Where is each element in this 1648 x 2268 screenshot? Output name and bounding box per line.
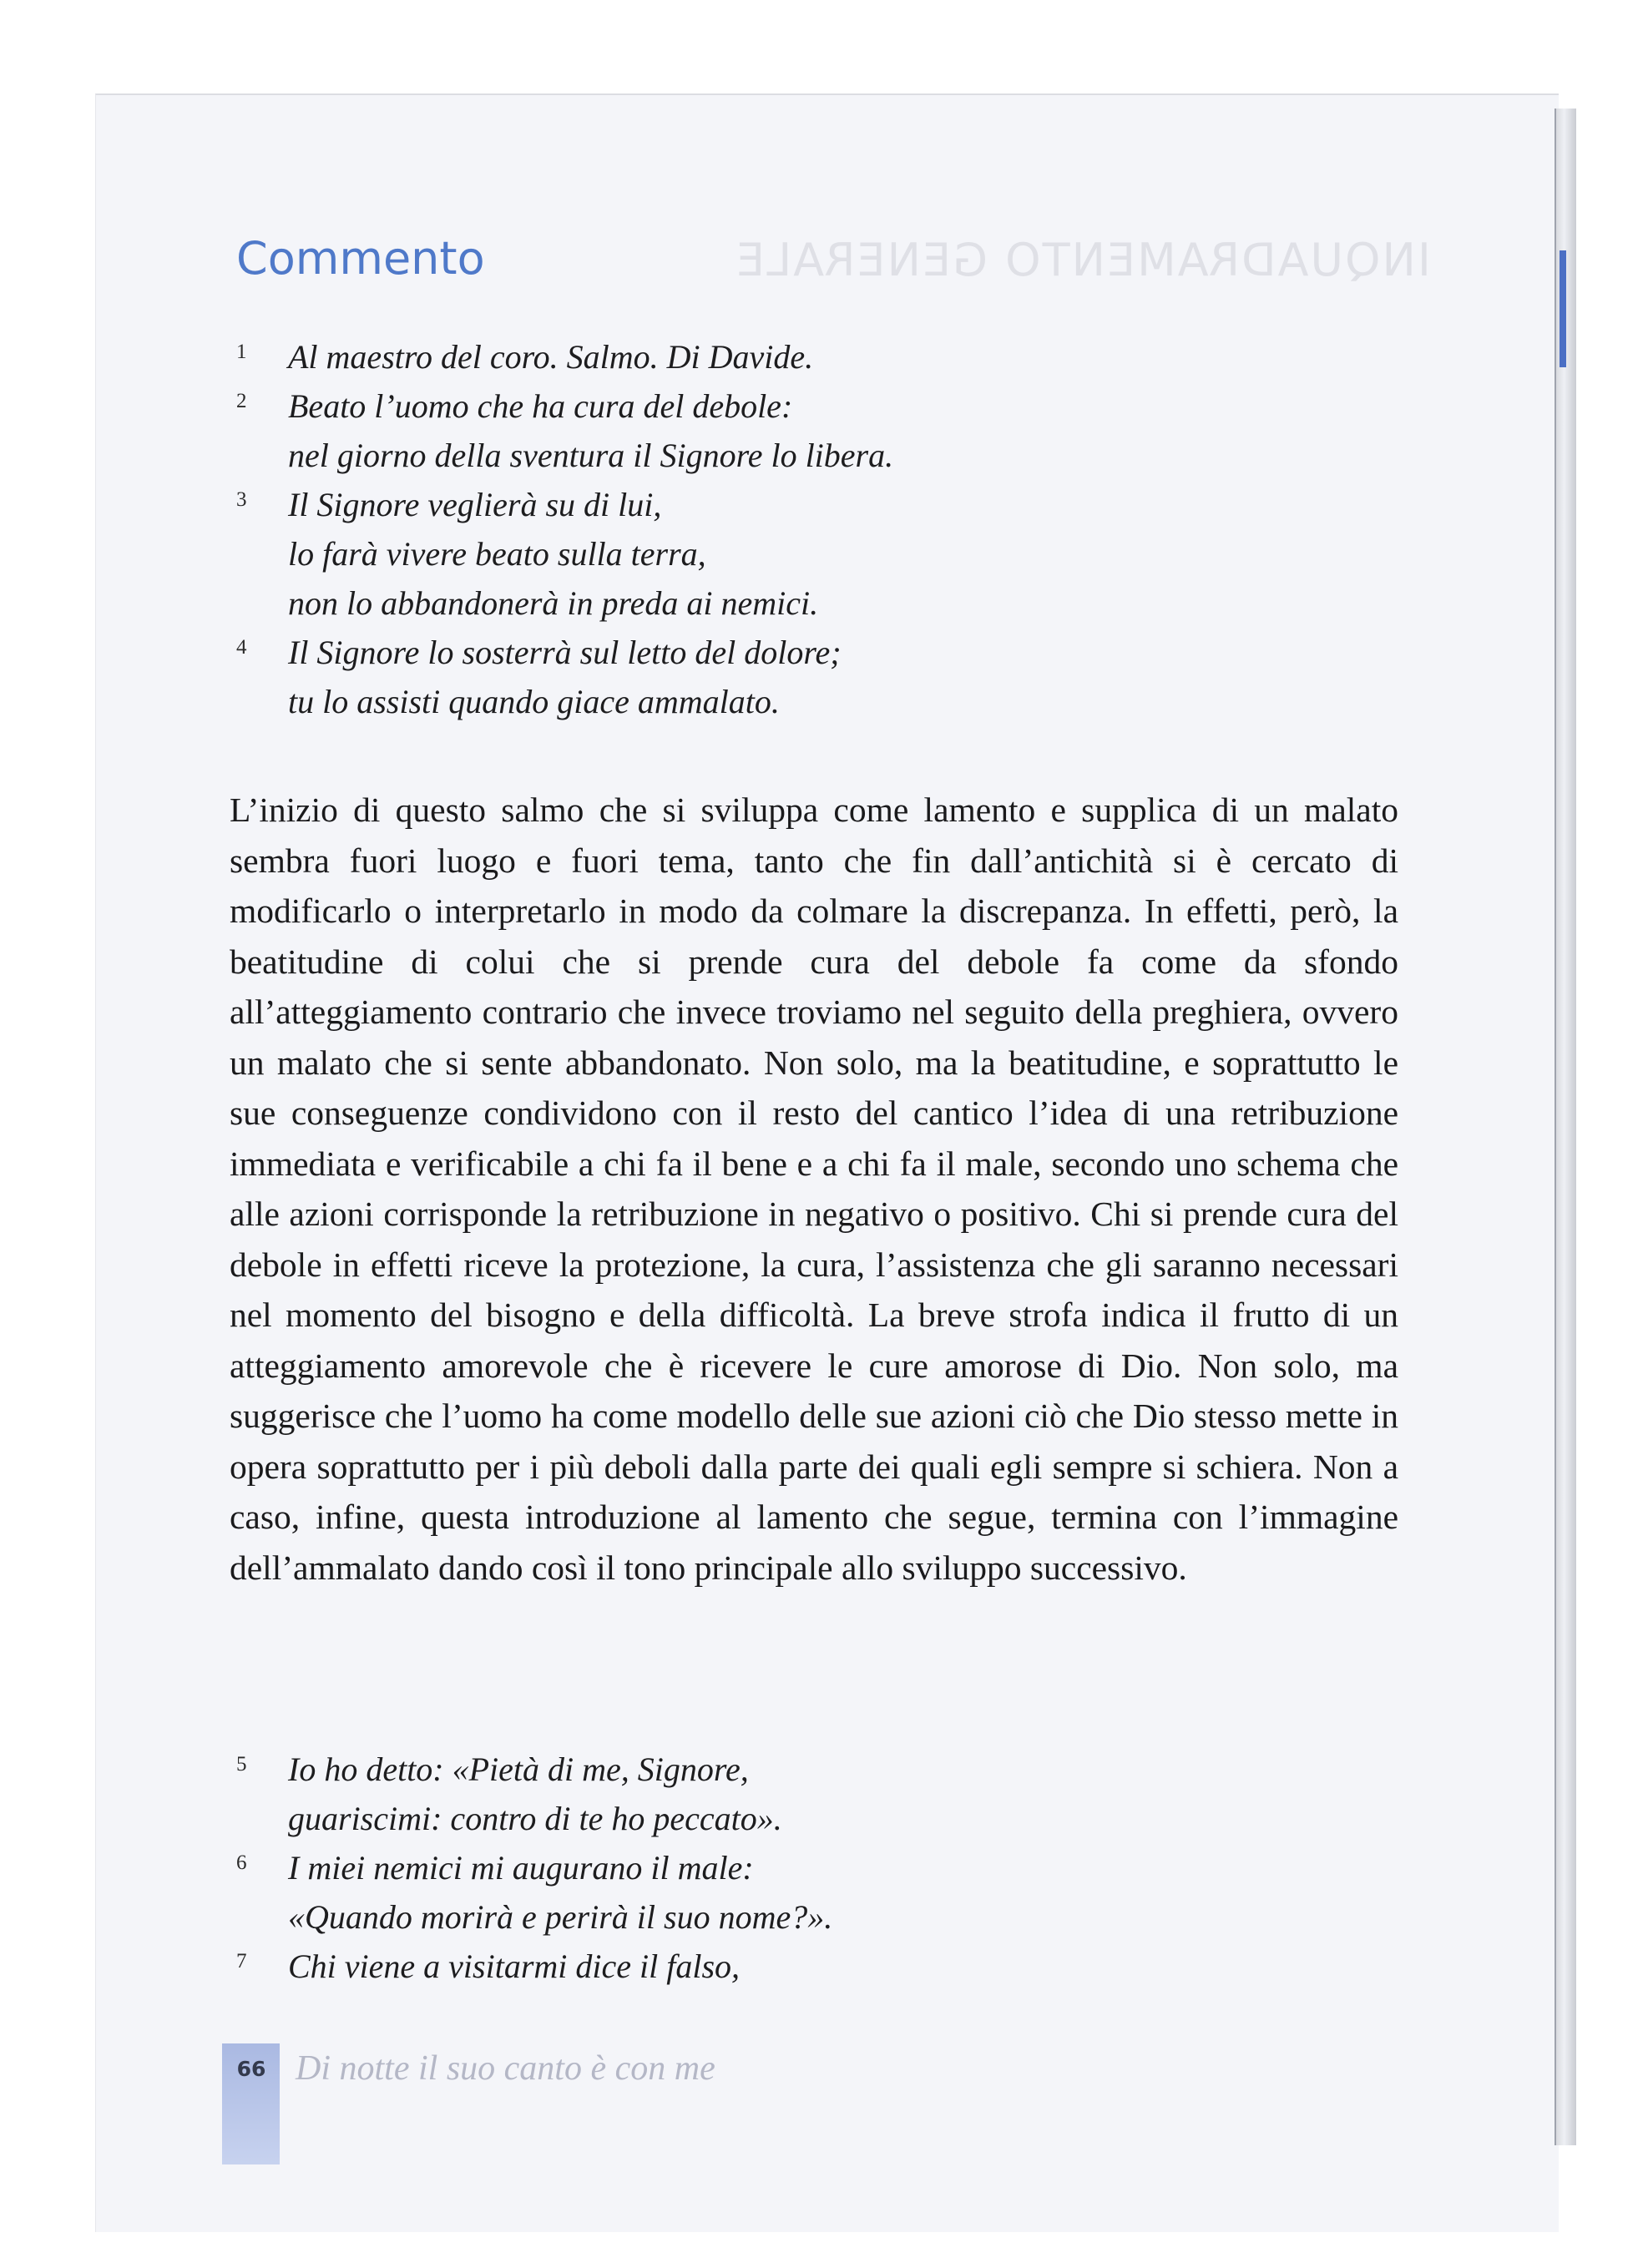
verse-line: [236, 1942, 1238, 1991]
verse-text: Al maestro del coro. Salmo. Di Davide.: [288, 338, 814, 376]
verse-line: [236, 381, 1238, 431]
show-through-title: INQUADRAMENTO GENERALE: [735, 234, 1431, 286]
verse-text: «Quando morirà e perirà il suo nome?».: [288, 1898, 833, 1936]
gutter-color-tab: [1560, 250, 1566, 367]
verse-text: non lo abbandonerà in preda ai nemici.: [288, 584, 819, 622]
psalm-verses-bottom: [236, 1745, 1238, 1991]
verse-number: 4: [236, 636, 247, 659]
verse-number: 7: [236, 1950, 247, 1973]
verse-text: tu lo assisti quando giace ammalato.: [288, 683, 780, 720]
verse-line: [236, 1794, 1238, 1843]
verse-line: [236, 529, 1238, 578]
verse-line: [236, 1843, 1238, 1892]
verse-text: lo farà vivere beato sulla terra,: [288, 535, 706, 573]
binding-gutter: [1554, 109, 1576, 2145]
verse-line: [236, 431, 1238, 480]
verse-number: 6: [236, 1851, 247, 1874]
commentary-paragraph: L’inizio di questo salmo che si sviluppa come lamento e supplica di un malato sembra fuori luogo e fuori tema, tanto che fin dall’antichità si è cercato di modificarlo o interpretarlo in modo da colmare la discrepanza. In effetti, però, la beatitudine di colui che si prende cura del debole fa come da sfondo all’atteggiamento contrario che invece troviamo nel seguito della preghiera, ovvero un malato che si sente abbandonato. Non solo, ma la beatitudine, e soprattutto le sue conseguenze condividono con il resto del cantico l’idea di una retribuzione immediata e verificabile a chi fa il bene e a chi fa il male, secondo uno schema che alle azioni corrisponde la retribuzione in negativo o positivo. Chi si prende cura del debole in effetti riceve la protezione, la cura, l’assistenza che gli saranno necessari nel momento del bisogno e della difficoltà. La breve strofa indica il frutto di un atteggiamento amorevole che è ricevere le cure amorose di Dio. Non solo, ma suggerisce che l’uomo ha come modello delle sue azioni ciò che Dio stesso mette in opera soprattutto per i più deboli dalla parte dei quali egli sempre si schiera. Non a caso, infine, questa introduzione al lamento che segue, termina con l’immagine dell’ammalato dando così il tono principale allo sviluppo successivo.: [230, 791, 1398, 1587]
verse-line: [236, 480, 1238, 529]
verse-number: 1: [236, 341, 247, 363]
verse-number: 2: [236, 390, 247, 412]
section-title: Commento: [236, 232, 485, 285]
verse-text: Io ho detto: «Pietà di me, Signore,: [288, 1750, 749, 1788]
verse-text: Il Signore veglierà su di lui,: [288, 486, 662, 523]
verse-number: 5: [236, 1753, 247, 1776]
verse-line: [236, 578, 1238, 628]
verse-text: I miei nemici mi augurano il male:: [288, 1849, 754, 1887]
verse-line: [236, 332, 1238, 381]
page-number: 66: [236, 2057, 266, 2081]
verse-text: guariscimi: contro di te ho peccato».: [288, 1800, 782, 1837]
verse-text: Chi viene a visitarmi dice il falso,: [288, 1947, 741, 1985]
verse-line: [236, 628, 1238, 677]
verse-text: nel giorno della sventura il Signore lo libera.: [288, 437, 894, 474]
verse-text: Il Signore lo sosterrà sul letto del dolore;: [288, 634, 842, 671]
verse-number: 3: [236, 488, 247, 511]
running-title: Di notte il suo canto è con me: [296, 2049, 715, 2088]
verse-line: [236, 1892, 1238, 1942]
verse-line: [236, 677, 1238, 726]
verse-line: [236, 1745, 1238, 1794]
verse-text: Beato l’uomo che ha cura del debole:: [288, 387, 793, 425]
psalm-verses-top: [236, 332, 1238, 726]
